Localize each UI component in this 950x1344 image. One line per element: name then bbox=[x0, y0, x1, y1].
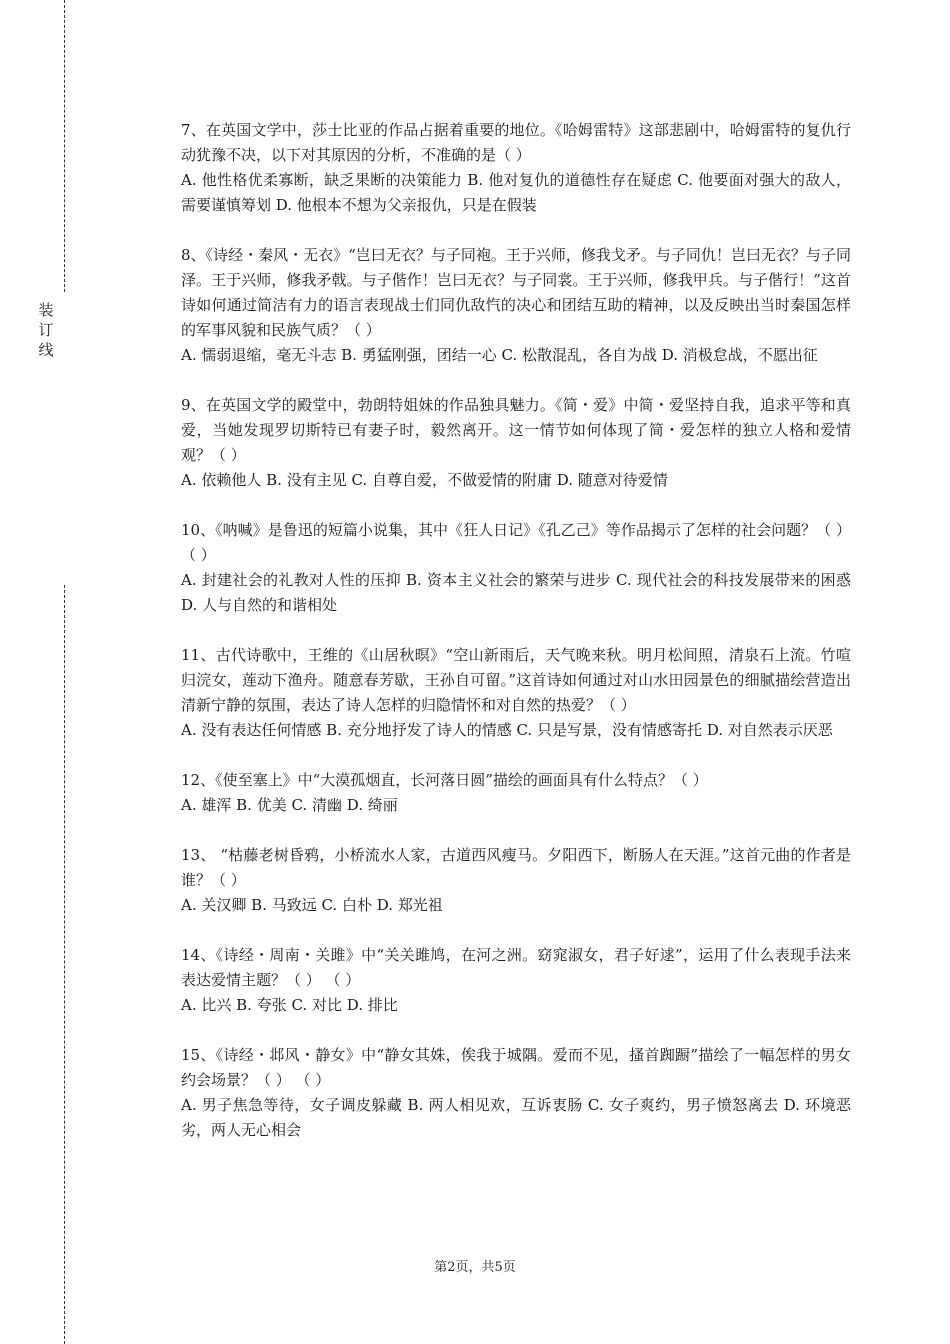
question-15 bbox=[181, 1043, 851, 1143]
question-stem: 13、 “枯藤老树昏鸦，小桥流水人家，古道西风瘦马。夕阳西下，断肠人在天涯。”这首元曲的作者是谁？（ ） bbox=[181, 846, 851, 889]
question-stem: 8、《诗经・秦风・无衣》“岂曰无衣？与子同袍。王于兴师，修我戈矛。与子同仇！岂曰无衣？与子同泽。王于兴师，修我矛戟。与子偕作！岂曰无衣？与子同裳。王于兴师，修我甲兵。与子偕行！”这首诗如何通过简洁有力的语言表现战士们同仇敌忾的决心和团结互助的精神，以及反映出当时秦国怎样的军事风貌和民族气质？（ ） bbox=[181, 246, 851, 339]
question-stem: 10、《呐喊》是鲁迅的短篇小说集，其中《狂人日记》《孔乙己》等作品揭示了怎样的社会问题？（ ） （ ） bbox=[181, 521, 851, 564]
question-stem: 14、《诗经・周南・关雎》中“关关雎鸠，在河之洲。窈窕淑女，君子好逑”，运用了什么表现手法来表达爱情主题？（ ） （ ） bbox=[181, 946, 851, 989]
question-12 bbox=[181, 768, 851, 818]
question-list bbox=[181, 118, 851, 1168]
binding-char: 线 bbox=[38, 341, 54, 359]
question-13 bbox=[181, 843, 851, 918]
question-10 bbox=[181, 518, 851, 618]
question-options: A. 雄浑 B. 优美 C. 清幽 D. 绮丽 bbox=[181, 796, 398, 814]
question-stem: 11、古代诗歌中，王维的《山居秋暝》“空山新雨后，天气晚来秋。明月松间照，清泉石上流。竹喧归浣女，莲动下渔舟。随意春芳歇，王孙自可留。”这首诗如何通过对山水田园景色的细腻描绘营造出清新宁静的氛围，表达了诗人怎样的归隐情怀和对自然的热爱？（ ） bbox=[181, 646, 851, 714]
question-stem: 15、《诗经・邶风・静女》中“静女其姝，俟我于城隅。爱而不见，搔首踟蹰”描绘了一幅怎样的男女约会场景？（ ） （ ） bbox=[181, 1046, 851, 1089]
question-9 bbox=[181, 393, 851, 493]
binding-line-label bbox=[36, 300, 56, 360]
binding-line-bottom bbox=[64, 585, 65, 1344]
question-options: A. 依赖他人 B. 没有主见 C. 自尊自爱，不做爱情的附庸 D. 随意对待爱情 bbox=[181, 471, 668, 489]
binding-line-top bbox=[64, 0, 65, 292]
question-options: A. 关汉卿 B. 马致远 C. 白朴 D. 郑光祖 bbox=[181, 896, 443, 914]
question-7 bbox=[181, 118, 851, 218]
question-options: A. 没有表达任何情感 B. 充分地抒发了诗人的情感 C. 只是写景，没有情感寄托 D. 对自然表示厌恶 bbox=[181, 721, 833, 739]
question-options: A. 封建社会的礼教对人性的压抑 B. 资本主义社会的繁荣与进步 C. 现代社会的科技发展带来的困惑 D. 人与自然的和谐相处 bbox=[181, 571, 851, 614]
question-options: A. 懦弱退缩，毫无斗志 B. 勇猛刚强，团结一心 C. 松散混乱，各自为战 D. 消极怠战，不愿出征 bbox=[181, 346, 818, 364]
question-8 bbox=[181, 243, 851, 368]
question-11 bbox=[181, 643, 851, 743]
binding-char: 订 bbox=[38, 321, 54, 339]
question-stem: 9、在英国文学的殿堂中，勃朗特姐妹的作品独具魅力。《简・爱》中简・爱坚持自我，追求平等和真爱，当她发现罗切斯特已有妻子时，毅然离开。这一情节如何体现了简・爱怎样的独立人格和爱情观？（ ） bbox=[181, 396, 851, 464]
question-stem: 7、在英国文学中，莎士比亚的作品占据着重要的地位。《哈姆雷特》这部悲剧中，哈姆雷特的复仇行动犹豫不决，以下对其原因的分析，不准确的是（ ） bbox=[181, 121, 851, 164]
binding-char: 装 bbox=[38, 301, 54, 319]
question-options: A. 男子焦急等待，女子调皮躲藏 B. 两人相见欢，互诉衷肠 C. 女子爽约，男子愤怒离去 D. 环境恶劣，两人无心相会 bbox=[181, 1096, 851, 1139]
question-options: A. 他性格优柔寡断，缺乏果断的决策能力 B. 他对复仇的道德性存在疑虑 C. 他要面对强大的敌人，需要谨慎筹划 D. 他根本不想为父亲报仇，只是在假装 bbox=[181, 171, 851, 214]
page-number: 第2页，共5页 bbox=[434, 1260, 516, 1275]
question-options: A. 比兴 B. 夸张 C. 对比 D. 排比 bbox=[181, 996, 398, 1014]
question-stem: 12、《使至塞上》中“大漠孤烟直，长河落日圆”描绘的画面具有什么特点？（ ） bbox=[181, 771, 708, 789]
question-14 bbox=[181, 943, 851, 1018]
